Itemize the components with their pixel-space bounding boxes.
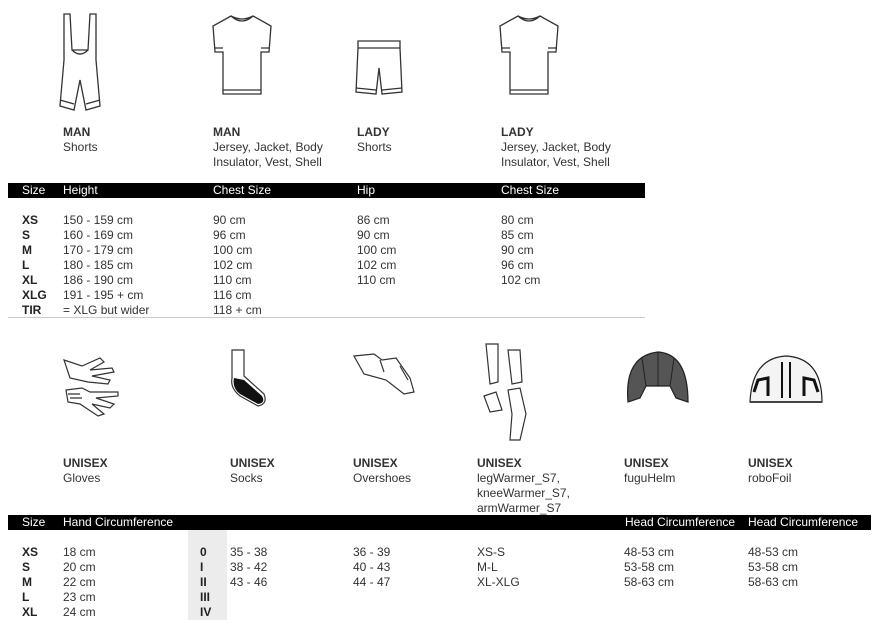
- gender-label: LADY: [357, 125, 390, 139]
- size-cell: L: [22, 258, 30, 272]
- size-cell: TIR: [22, 303, 42, 317]
- height-cell: 191 - 195 + cm: [63, 288, 144, 302]
- header-man-chest: Chest Size: [213, 183, 272, 197]
- height-cell: 160 - 169 cm: [63, 228, 134, 242]
- jersey-icon: [494, 12, 564, 96]
- chest-cell: 102 cm: [501, 273, 541, 287]
- bottom-table-header: [8, 515, 871, 530]
- product-name: Socks: [230, 471, 263, 485]
- sock-size-cell: III: [200, 590, 211, 604]
- product-name: legWarmer_S7, kneeWarmer_S7, armWarmer_S7: [477, 471, 570, 515]
- robofoil-cell: 53-58 cm: [748, 560, 799, 574]
- size-cell: XL: [22, 605, 38, 619]
- socks-cell: 35 - 38: [230, 545, 268, 559]
- hand-cell: 23 cm: [63, 590, 96, 604]
- warmers-cell: XL-XLG: [477, 575, 520, 589]
- gender-label: UNISEX: [748, 456, 793, 470]
- hip-cell: 90 cm: [357, 228, 390, 242]
- warmers-cell: M-L: [477, 560, 498, 574]
- gender-label: UNISEX: [230, 456, 275, 470]
- size-cell: XS: [22, 213, 39, 227]
- product-label-fuguhelm: [624, 456, 734, 486]
- chest-cell: 110 cm: [213, 273, 252, 287]
- header-head-circumference-fuguhelm: Head Circumference: [625, 515, 736, 529]
- fuguhelm-cell: 48-53 cm: [624, 545, 675, 559]
- lady-chest-column: [501, 213, 540, 288]
- product-label-warmers: [477, 456, 587, 516]
- socks-cell: 38 - 42: [230, 560, 268, 574]
- chest-cell: 85 cm: [501, 228, 534, 242]
- gender-label: UNISEX: [353, 456, 398, 470]
- sock-size-cell: II: [200, 575, 207, 589]
- warmers-icon: [480, 340, 540, 444]
- chest-cell: 116 cm: [213, 288, 252, 302]
- overshoes-cell: 40 - 43: [353, 560, 391, 574]
- overshoes-cell: 44 - 47: [353, 575, 391, 589]
- header-lady-chest: Chest Size: [501, 183, 560, 197]
- product-name: Gloves: [63, 471, 101, 485]
- product-name: fuguHelm: [624, 471, 676, 485]
- fuguhelm-column: [624, 545, 674, 590]
- gender-label: LADY: [501, 125, 534, 139]
- chest-cell: 80 cm: [501, 213, 534, 227]
- divider: [8, 317, 645, 318]
- overshoes-column: [353, 545, 390, 590]
- product-name: Overshoes: [353, 471, 412, 485]
- gender-label: MAN: [63, 125, 91, 139]
- chest-cell: 100 cm: [213, 243, 253, 257]
- gender-label: UNISEX: [477, 456, 522, 470]
- header-head-circumference-robofoil: Head Circumference: [748, 515, 859, 529]
- overshoe-icon: [350, 350, 420, 398]
- height-cell: 150 - 159 cm: [63, 213, 134, 227]
- product-label-lady-jersey: [501, 125, 621, 170]
- overshoes-cell: 36 - 39: [353, 545, 391, 559]
- bib-shorts-icon: [50, 10, 110, 120]
- size-cell: M: [22, 575, 32, 589]
- header-hip: Hip: [357, 183, 376, 197]
- gender-label: UNISEX: [63, 456, 108, 470]
- product-label-gloves: [63, 456, 203, 486]
- size-cell: M: [22, 243, 32, 257]
- product-name: Jersey, Jacket, Body Insulator, Vest, Shell: [213, 140, 323, 169]
- size-cell: S: [22, 228, 31, 242]
- product-label-overshoes: [353, 456, 463, 486]
- size-cell: L: [22, 590, 30, 604]
- jersey-icon: [207, 12, 277, 96]
- helmet-light-icon: [746, 352, 826, 408]
- lady-hip-column: [357, 213, 396, 288]
- hand-cell: 22 cm: [63, 575, 96, 589]
- header-hand-circumference: Hand Circumference: [63, 515, 174, 529]
- warmers-column: [477, 545, 520, 590]
- height-cell: 186 - 190 cm: [63, 273, 134, 287]
- sock-size-cell: 0: [200, 545, 207, 559]
- product-label-socks: [230, 456, 340, 486]
- robofoil-column: [748, 545, 798, 590]
- height-cell: 170 - 179 cm: [63, 243, 134, 257]
- fuguhelm-cell: 58-63 cm: [624, 575, 675, 589]
- product-label-man-jersey: [213, 125, 333, 170]
- size-cell: XL: [22, 273, 38, 287]
- chest-cell: 90 cm: [213, 213, 246, 227]
- product-name: Jersey, Jacket, Body Insulator, Vest, Shell: [501, 140, 611, 169]
- height-cell: = XLG but wider: [63, 303, 150, 317]
- size-cell: XLG: [22, 288, 47, 302]
- hand-cell: 20 cm: [63, 560, 96, 574]
- product-label-robofoil: [748, 456, 858, 486]
- gloves-icon: [60, 352, 124, 418]
- header-height: Height: [63, 183, 98, 197]
- height-column: [63, 213, 149, 318]
- hip-cell: 102 cm: [357, 258, 397, 272]
- header-size: Size: [22, 183, 46, 197]
- gender-label: UNISEX: [624, 456, 669, 470]
- robofoil-cell: 58-63 cm: [748, 575, 799, 589]
- product-label-lady-shorts: [357, 125, 477, 155]
- product-label-man-shorts: [63, 125, 203, 155]
- warmers-cell: XS-S: [477, 545, 506, 559]
- size-cell: S: [22, 560, 31, 574]
- helmet-dark-icon: [622, 346, 692, 406]
- product-name: roboFoil: [748, 471, 792, 485]
- size-column: [22, 213, 47, 318]
- sock-icon: [226, 348, 270, 410]
- product-name: Shorts: [63, 140, 98, 154]
- size-cell: XS: [22, 545, 39, 559]
- hand-cell: 18 cm: [63, 545, 96, 559]
- chest-cell: 118 + cm: [213, 303, 262, 317]
- robofoil-cell: 48-53 cm: [748, 545, 799, 559]
- hand-column: [63, 545, 96, 620]
- hip-cell: 86 cm: [357, 213, 390, 227]
- sock-size-cell: I: [200, 560, 204, 574]
- hip-cell: 110 cm: [357, 273, 396, 287]
- top-table-header: [8, 183, 645, 198]
- hip-cell: 100 cm: [357, 243, 397, 257]
- socks-column: [230, 545, 267, 590]
- glove-size-column: [22, 545, 38, 620]
- chest-cell: 96 cm: [501, 258, 534, 272]
- shorts-icon: [354, 38, 404, 96]
- man-chest-column: [213, 213, 262, 318]
- chest-cell: 90 cm: [501, 243, 534, 257]
- chest-cell: 102 cm: [213, 258, 253, 272]
- hand-cell: 24 cm: [63, 605, 96, 619]
- fuguhelm-cell: 53-58 cm: [624, 560, 675, 574]
- sock-size-cell: IV: [200, 605, 212, 619]
- sock-size-column: [200, 545, 211, 620]
- product-name: Shorts: [357, 140, 392, 154]
- header-size: Size: [22, 515, 46, 529]
- socks-cell: 43 - 46: [230, 575, 268, 589]
- gender-label: MAN: [213, 125, 241, 139]
- height-cell: 180 - 185 cm: [63, 258, 134, 272]
- chest-cell: 96 cm: [213, 228, 246, 242]
